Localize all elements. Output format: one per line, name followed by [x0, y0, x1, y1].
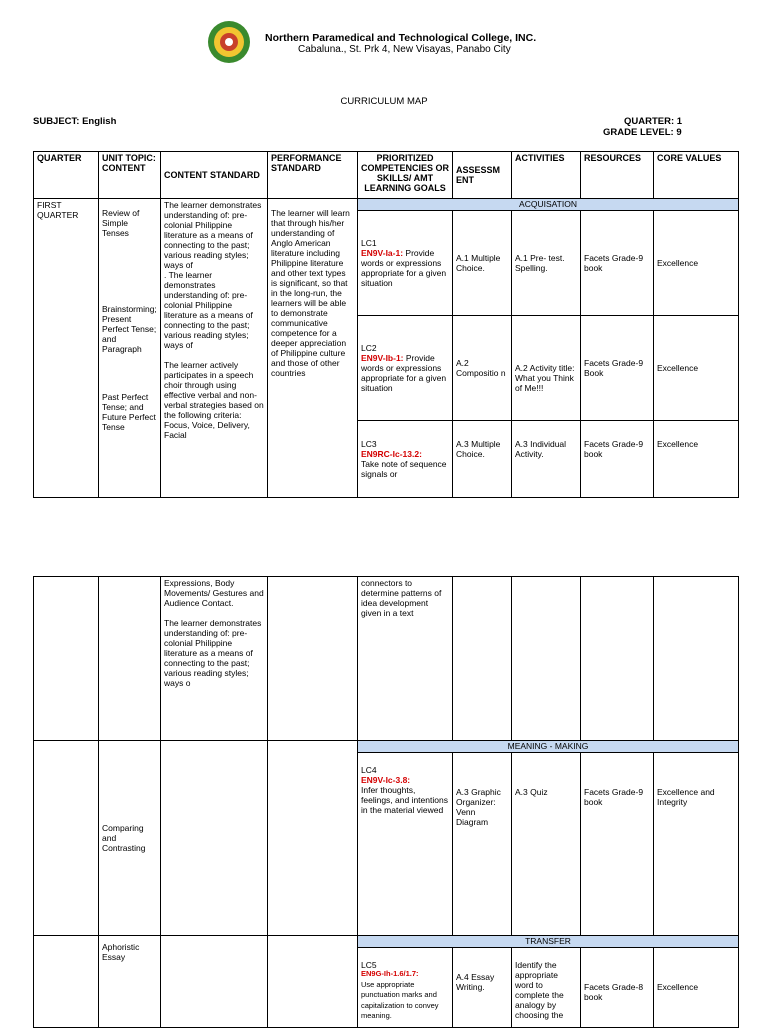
topic-3: Past Perfect Tense; and Future Perfect Tense: [102, 392, 156, 432]
topic-2: Brainstorming; Present Perfect Tense; and Paragraph: [102, 304, 157, 354]
col-header-activities: ACTIVITIES: [512, 152, 581, 199]
assessment-cell: A.4 Essay Writing.: [453, 948, 512, 1028]
unit-topic-cell: [99, 199, 161, 498]
competency-code: EN9RC-Ic-13.2:: [361, 449, 422, 459]
activity-cell: A.1 Pre- test. Spelling.: [512, 211, 581, 316]
col-header-assessment: ASSESSM ENT: [453, 152, 512, 199]
content-standard-continued: Expressions, Body Movements/ Gestures and Audience Contact.: [164, 578, 264, 608]
competency-cell: connectors to determine patterns of idea development given in a text: [358, 577, 453, 741]
resource-cell: Facets Grade-9 book: [581, 753, 654, 936]
resource-cell: Facets Grade-9 book: [581, 421, 654, 498]
resource-cell: Facets Grade-8 book: [581, 948, 654, 1028]
competency-text: Provide words or expressions appropriate for a given situation: [361, 353, 447, 393]
col-header-resources: RESOURCES: [581, 152, 654, 199]
competency-cell: [358, 211, 453, 316]
activity-cell: A.3 Quiz: [512, 753, 581, 936]
lc-label: LC1: [361, 238, 377, 248]
lc-label: LC2: [361, 343, 377, 353]
quarter-cell: FIRST QUARTER: [34, 199, 99, 498]
core-value-cell: Excellence: [654, 948, 739, 1028]
quarter-label: QUARTER: 1: [624, 116, 683, 127]
college-seal-logo: [204, 20, 254, 64]
subject-label: SUBJECT: English: [33, 116, 117, 127]
performance-standard-cell: [268, 741, 358, 936]
curriculum-table-part-1: [33, 151, 739, 498]
col-header-unit-topic: UNIT TOPIC: CONTENT: [99, 152, 161, 199]
content-standard-cell: [161, 577, 268, 741]
col-header-quarter: QUARTER: [34, 152, 99, 199]
curriculum-table-part-2: [33, 576, 739, 1028]
activity-cell: A.2 Activity title: What you Think of Me!!!: [512, 316, 581, 421]
quarter-cell: [34, 577, 99, 741]
competency-cell: [358, 948, 453, 1028]
phase-acquisition: ACQUISATION: [358, 199, 739, 211]
activity-cell: A.3 Individual Activity.: [512, 421, 581, 498]
college-address: Cabaluna., St. Prk 4, New Visayas, Panabo City: [298, 44, 511, 55]
col-header-content-standard: CONTENT STANDARD: [161, 152, 268, 199]
phase-transfer: TRANSFER: [358, 936, 739, 948]
phase-meaning-making: MEANING - MAKING: [358, 741, 739, 753]
content-standard-4: The learner demonstrates understanding of: pre-colonial Philippine literature as a means of connecting to the past; various reading styles; ways o: [164, 618, 262, 688]
performance-standard-cell: The learner will learn that through his/her understanding of Anglo American literature including Philippine literature and other text types is significant, so that in the long-run, the learners will be able to demonstrate communicative competence for a deeper appreciation of Philippine culture and those of other countries: [268, 199, 358, 498]
unit-topic-cell: Comparing and Contrasting: [99, 741, 161, 936]
col-header-competencies: PRIORITIZED COMPETENCIES OR SKILLS/ AMT LEARNING GOALS: [358, 152, 453, 199]
table-row: [34, 936, 739, 948]
content-standard-cell: [161, 199, 268, 498]
unit-topic-cell: Aphoristic Essay: [99, 936, 161, 1028]
competency-cell: [358, 421, 453, 498]
content-standard-1: The learner demonstrates understanding of: pre-colonial Philippine literature as a means of connecting to the past; various reading styles; ways of: [164, 200, 262, 270]
table-row: [34, 199, 739, 211]
content-standard-2: . The learner demonstrates understanding of: pre-colonial Philippine literature as a means of connecting to the past; various reading styles; ways of: [164, 270, 253, 350]
lc-label: LC5: [361, 960, 377, 970]
competency-text: Use appropriate punctuation marks and capitalization to convey meaning.: [361, 979, 439, 1020]
competency-code: EN9V-Ia-1:: [361, 248, 404, 258]
activity-cell: [512, 577, 581, 741]
content-standard-cell: [161, 936, 268, 1028]
competency-text: Provide words or expressions appropriate for a given situation: [361, 248, 447, 288]
content-standard-3: The learner actively participates in a speech choir through using effective verbal and non-verbal strategies based on the following criteria: Focus, Voice, Delivery, Facial: [164, 360, 264, 440]
resource-cell: Facets Grade-9 book: [581, 211, 654, 316]
table-header-row: [34, 152, 739, 199]
competency-code: EN9V-Ib-1:: [361, 353, 404, 363]
content-standard-cell: [161, 741, 268, 936]
topic-1: Review of Simple Tenses: [102, 208, 140, 238]
col-header-performance-standard: PERFORMANCE STANDARD: [268, 152, 358, 199]
competency-code: EN9G-Ih-1.6/1.7:: [361, 969, 419, 978]
assessment-cell: A.3 Graphic Organizer: Venn Diagram: [453, 753, 512, 936]
core-value-cell: [654, 577, 739, 741]
quarter-cell: [34, 741, 99, 936]
resource-cell: [581, 577, 654, 741]
college-name: Northern Paramedical and Technological College, INC.: [265, 32, 537, 44]
core-value-cell: Excellence: [654, 211, 739, 316]
table-row: [34, 577, 739, 741]
assessment-cell: A.3 Multiple Choice.: [453, 421, 512, 498]
assessment-cell: A.1 Multiple Choice.: [453, 211, 512, 316]
core-value-cell: Excellence and Integrity: [654, 753, 739, 936]
competency-text: Infer thoughts, feelings, and intentions in the material viewed: [361, 785, 448, 815]
quarter-cell: [34, 936, 99, 1028]
competency-cell: [358, 316, 453, 421]
grade-level-label: GRADE LEVEL: 9: [603, 127, 682, 138]
competency-code: EN9V-Ic-3.8:: [361, 775, 411, 785]
performance-standard-cell: [268, 936, 358, 1028]
unit-topic-cell: [99, 577, 161, 741]
competency-cell: [358, 753, 453, 936]
core-value-cell: Excellence: [654, 421, 739, 498]
performance-standard-cell: [268, 577, 358, 741]
resource-cell: Facets Grade-9 Book: [581, 316, 654, 421]
document-title: CURRICULUM MAP: [340, 96, 428, 107]
col-header-core-values: CORE VALUES: [654, 152, 739, 199]
lc-label: LC4: [361, 765, 377, 775]
lc-label: LC3: [361, 439, 377, 449]
competency-text: Take note of sequence signals or: [361, 459, 447, 479]
core-value-cell: Excellence: [654, 316, 739, 421]
assessment-cell: A.2 Compositio n: [453, 316, 512, 421]
table-row: [34, 741, 739, 753]
assessment-cell: [453, 577, 512, 741]
activity-cell: Identify the appropriate word to complete the analogy by choosing the: [512, 948, 581, 1028]
